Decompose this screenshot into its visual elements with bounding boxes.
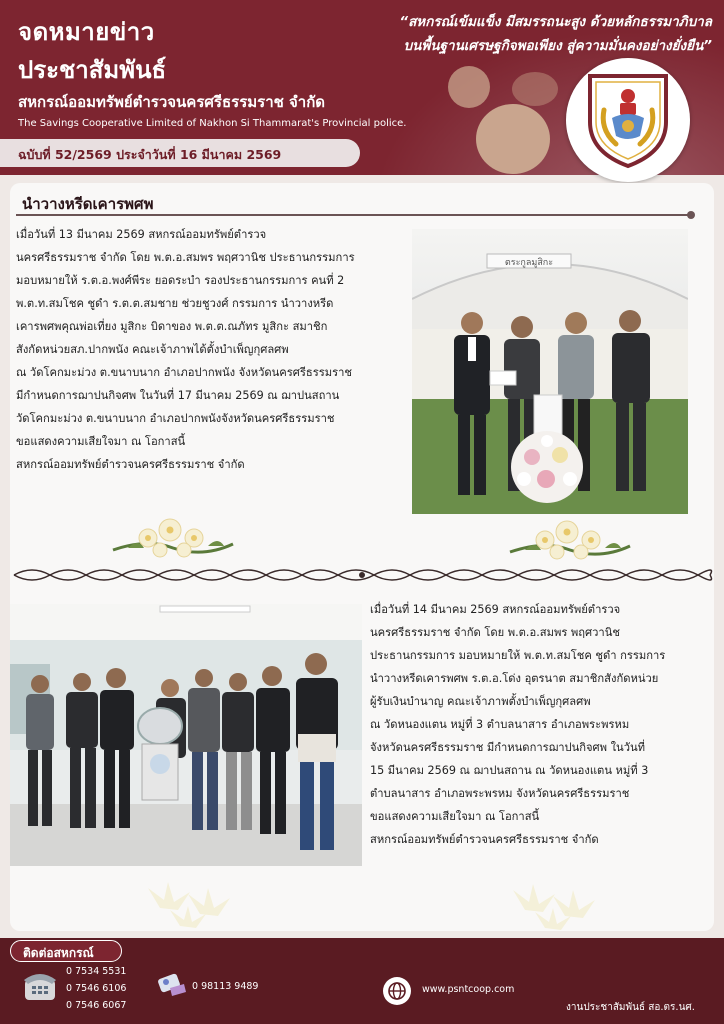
contact-label: ติดต่อสหกรณ์: [23, 946, 94, 960]
globe-icon: [382, 976, 412, 1006]
issue-info-bar: [0, 139, 360, 167]
police-emblem-icon: [582, 70, 674, 170]
section-title: นำวางหรีดเคารพศพ: [22, 195, 154, 213]
ornamental-divider-icon: [10, 565, 714, 585]
website-link[interactable]: www.psntcoop.com: [422, 984, 515, 995]
org-name-en: The Savings Cooperative Limited of Nakhon Si Thammarat's Provincial police.: [18, 118, 407, 129]
article1-line: วัดโคกมะม่วง ต.ขนาบนาก อำเภอปากพนังจังหวัดนครศรีธรรมราช: [16, 412, 335, 425]
article2-line: นำวางหรีดเคารพศพ ร.ต.อ.โด่ง อุตรนาต สมาชิกสังกัดหน่วย: [370, 672, 659, 685]
phone-number[interactable]: 0 7546 6067: [66, 1000, 127, 1011]
telephone-icon: [22, 970, 58, 1004]
article1-line: สหกรณ์ออมทรัพย์ตำรวจนครศรีธรรมราช จำกัด: [16, 458, 245, 471]
issue-number-date: ฉบับที่ 52/2569 ประจำวันที่ 16 มีนาคม 2569: [18, 147, 282, 162]
newsletter-subtitle: ประชาสัมพันธ์: [18, 56, 167, 84]
flower-decoration-icon: [505, 510, 635, 568]
article2-text: [370, 598, 665, 851]
section-underline: [16, 214, 692, 216]
article2-line: ตำบลนาสาร อำเภอพระพรหม จังหวัดนครศรีธรรมราช: [370, 787, 630, 800]
newsletter-title: จดหมายข่าว: [18, 18, 155, 46]
deco-circle: [448, 66, 490, 108]
deco-circle: [476, 104, 550, 174]
article2-line: ประธานกรรมการ มอบหมายให้ พ.ต.ท.สมโชค ชูดำ กรรมการ: [370, 649, 666, 662]
deco-circle: [512, 72, 558, 106]
article1-line: มีกำหนดการฌาปนกิจศพ ในวันที่ 17 มีนาคม 2569 ณ ฌาปนสถาน: [16, 389, 340, 402]
mobile-number[interactable]: 0 98113 9489: [192, 981, 259, 992]
funeral-sign-text: ตระกูลมูสิกะ: [504, 258, 554, 268]
mobile-phone-icon: [156, 970, 188, 1000]
article2-line: ณ วัดหนองแตน หมู่ที่ 3 ตำบลนาสาร อำเภอพระพรหม: [370, 718, 630, 731]
article1-text: [16, 223, 355, 476]
org-name: สหกรณ์ออมทรัพย์ตำรวจนครศรีธรรมราช จำกัด: [18, 93, 326, 111]
article1-photo: [412, 229, 688, 514]
slogan-line2: บนพื้นฐานเศรษฐกิจพอเพียง สู่ความมั่นคงอย่างยั่งยืน”: [403, 38, 712, 54]
article1-line: เมื่อวันที่ 13 มีนาคม 2569 สหกรณ์ออมทรัพย์ตำรวจ: [16, 228, 267, 241]
funeral-wreath: [138, 708, 182, 800]
article1-line: มอบหมายให้ ร.ต.อ.พงศ์พีระ ยอดระบำ รองประธานกรรมการ คนที่ 2: [16, 274, 345, 287]
phone-number[interactable]: 0 7546 6106: [66, 983, 127, 994]
lily-decoration-icon: [130, 878, 250, 934]
article1-line: ขอแสดงความเสียใจมา ณ โอกาสนี้: [16, 435, 186, 448]
article1-line: นครศรีธรรมราช จำกัด โดย พ.ต.อ.สมพร พฤศวานิช ประธานกรรมการ: [16, 251, 355, 264]
slogan-line1: “สหกรณ์เข้มแข็ง มีสมรรถนะสูง ด้วยหลักธรรมาภิบาล: [399, 14, 712, 30]
article2-photo: [10, 604, 362, 866]
lily-decoration-icon: [495, 880, 615, 936]
phone-number[interactable]: 0 7534 5531: [66, 966, 127, 977]
article2-line: 15 มีนาคม 2569 ณ ฌาปนสถาน ณ วัดหนองแตน หมู่ที่ 3: [370, 764, 649, 777]
article2-line: ผู้รับเงินบำนาญ คณะเจ้าภาพตั้งบำเพ็ญกุศลศพ: [370, 695, 591, 708]
article2-line: สหกรณ์ออมทรัพย์ตำรวจนครศรีธรรมราช จำกัด: [370, 833, 599, 846]
article2-line: นครศรีธรรมราช จำกัด โดย พ.ต.อ.สมพร พฤศวานิช: [370, 626, 620, 639]
article2-line: ขอแสดงความเสียใจมา ณ โอกาสนี้: [370, 810, 540, 823]
article1-line: สังกัดหน่วยสภ.ปากพนัง คณะเจ้าภาพได้ตั้งบำเพ็ญกุศลศพ: [16, 343, 289, 356]
article2-line: เมื่อวันที่ 14 มีนาคม 2569 สหกรณ์ออมทรัพย์ตำรวจ: [370, 603, 621, 616]
coop-logo: [566, 58, 690, 182]
article2-line: จังหวัดนครศรีธรรมราช มีกำหนดการฌาปนกิจศพ ในวันที่: [370, 741, 646, 754]
credit-text: งานประชาสัมพันธ์ สอ.ตร.นศ.: [566, 1002, 695, 1013]
article1-line: ณ วัดโคกมะม่วง ต.ขนาบนาก อำเภอปากพนัง จังหวัดนครศรีธรรมราช: [16, 366, 352, 379]
article1-line: เคารพศพคุณพ่อเที่ยง มูสิกะ บิดาของ พ.ต.ต.ณภัทร มูสิกะ สมาชิก: [16, 320, 328, 333]
flower-decoration-icon: [108, 508, 238, 566]
contact-label-tab: [10, 940, 122, 962]
article1-line: พ.ต.ท.สมโชค ชูดำ ร.ต.ต.สมชาย ช่วยชูวงศ์ กรรมการ นำวางหรีด: [16, 297, 334, 310]
